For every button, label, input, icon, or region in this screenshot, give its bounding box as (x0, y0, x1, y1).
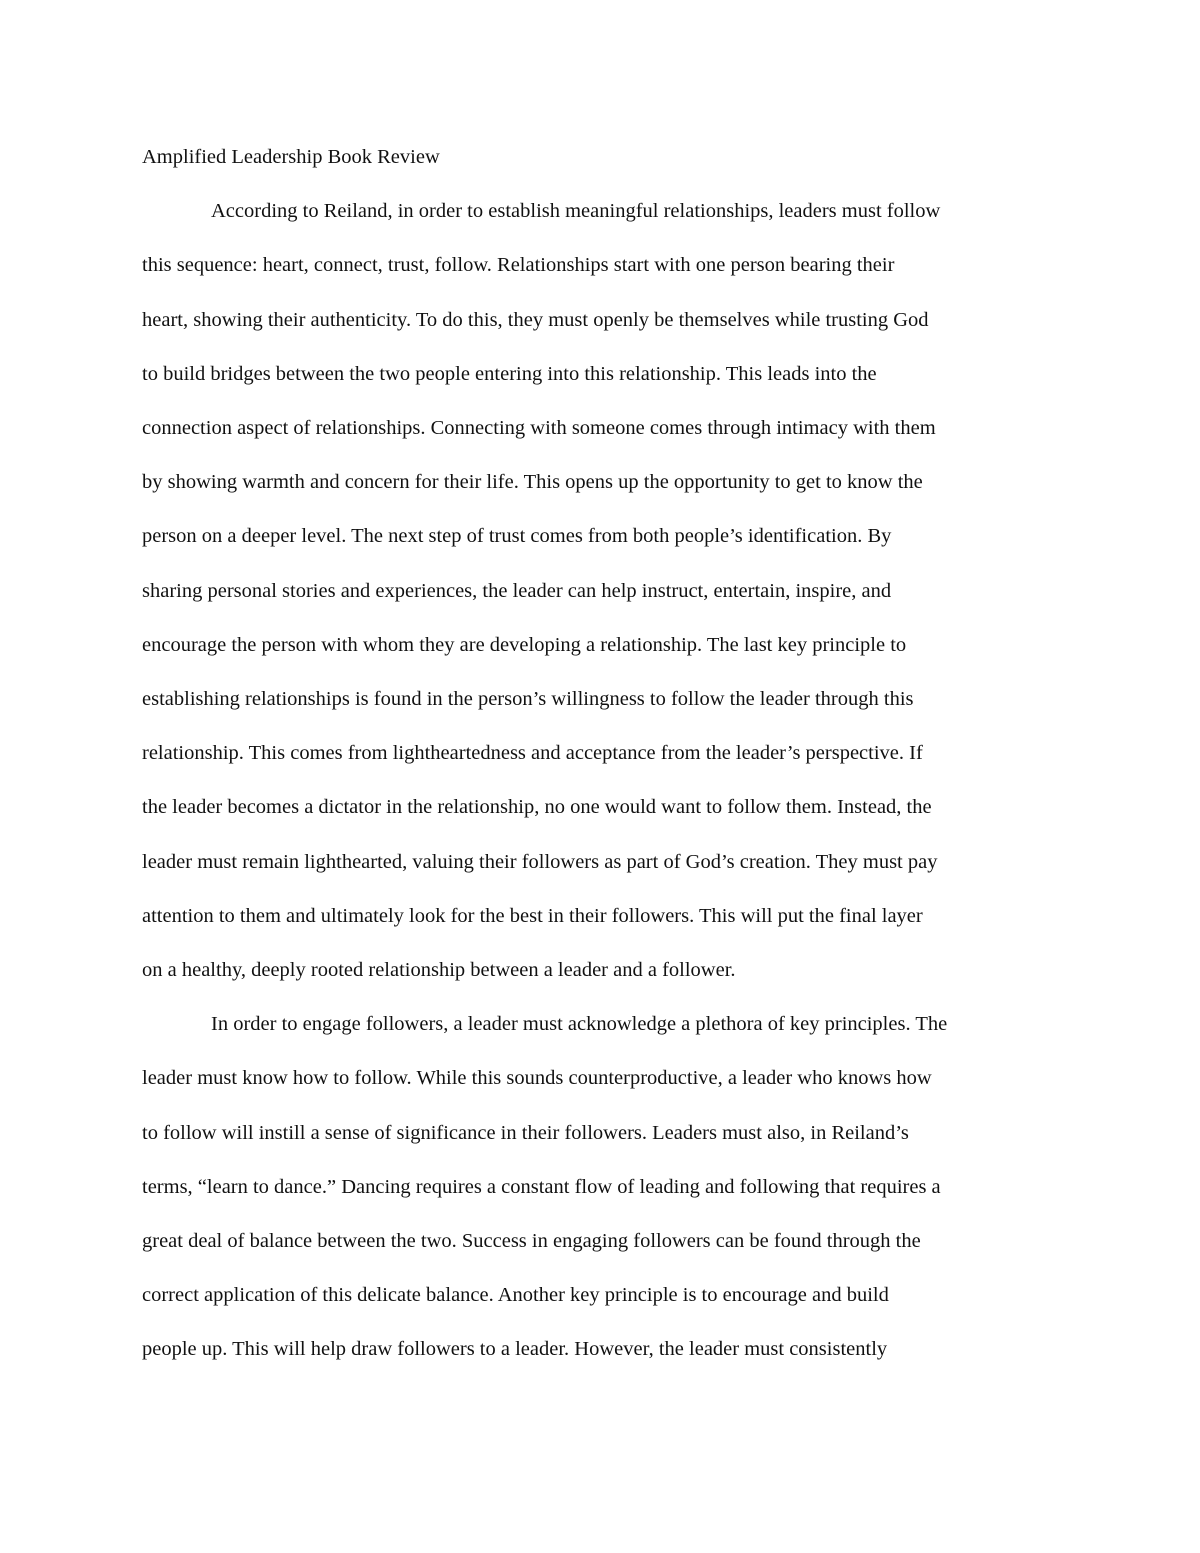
paragraph-2 (142, 997, 1060, 1376)
paragraph-line: terms, “learn to dance.” Dancing requires a constant flow of leading and following that requires a (142, 1175, 941, 1198)
paragraph-line: heart, showing their authenticity. To do this, they must openly be themselves while trusting God (142, 308, 929, 331)
paragraph-line: great deal of balance between the two. Success in engaging followers can be found through the (142, 1230, 921, 1253)
paragraph-line: sharing personal stories and experiences, the leader can help instruct, entertain, inspire, and (142, 579, 892, 602)
paragraph-line: establishing relationships is found in the person’s willingness to follow the leader through this (142, 688, 914, 711)
document-body (142, 130, 1060, 1377)
paragraph-line: people up. This will help draw followers to a leader. However, the leader must consistently (142, 1338, 888, 1361)
paragraph-1 (142, 184, 1060, 997)
paragraph-line: leader must remain lighthearted, valuing their followers as part of God’s creation. They must pay (142, 850, 938, 873)
paragraph-line: person on a deeper level. The next step of trust comes from both people’s identification. By (142, 525, 892, 548)
paragraph-line: In order to engage followers, a leader must acknowledge a plethora of key principles. The (211, 1013, 948, 1036)
paragraph-line: this sequence: heart, connect, trust, follow. Relationships start with one person bearing their (142, 254, 895, 277)
paragraph-line: connection aspect of relationships. Connecting with someone comes through intimacy with them (142, 417, 936, 440)
paragraph-line: the leader becomes a dictator in the relationship, no one would want to follow them. Instead, the (142, 796, 932, 819)
paragraph-line: relationship. This comes from lightheartedness and acceptance from the leader’s perspective. If (142, 742, 923, 765)
paragraph-line: correct application of this delicate balance. Another key principle is to encourage and build (142, 1284, 889, 1307)
paragraph-line: to follow will instill a sense of significance in their followers. Leaders must also, in Reiland’s (142, 1121, 909, 1144)
paragraph-line: on a healthy, deeply rooted relationship between a leader and a follower. (142, 959, 736, 982)
document-title: Amplified Leadership Book Review (142, 146, 440, 168)
paragraph-line: by showing warmth and concern for their life. This opens up the opportunity to get to know the (142, 471, 923, 494)
paragraph-line: encourage the person with whom they are developing a relationship. The last key principle to (142, 633, 907, 656)
paragraph-line: leader must know how to follow. While this sounds counterproductive, a leader who knows how (142, 1067, 932, 1090)
paragraph-line: According to Reiland, in order to establish meaningful relationships, leaders must follow (211, 200, 941, 223)
paragraph-line: to build bridges between the two people entering into this relationship. This leads into the (142, 362, 877, 385)
paragraph-line: attention to them and ultimately look for the best in their followers. This will put the final layer (142, 904, 923, 927)
